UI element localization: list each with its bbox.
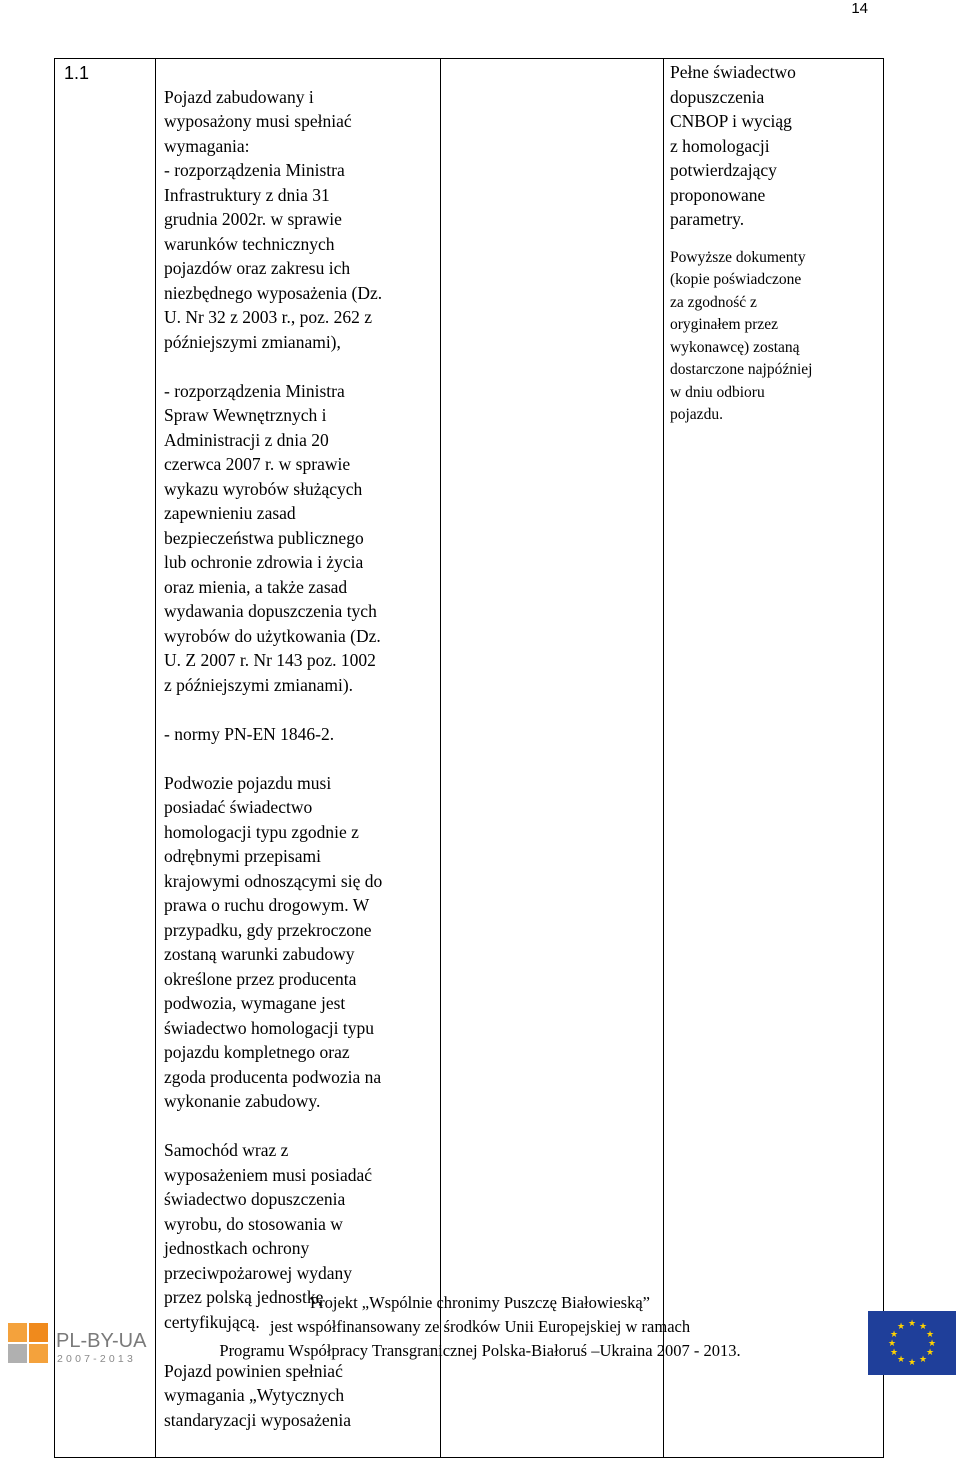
svg-text:★: ★ [925, 1330, 935, 1340]
row-number-cell [55, 59, 156, 1458]
svg-text:★: ★ [896, 1322, 906, 1332]
pl-by-ua-logo [6, 1322, 156, 1366]
logo-square-icon [8, 1344, 27, 1363]
empty-offer-cell [441, 59, 664, 1458]
svg-text:★: ★ [889, 1348, 899, 1358]
footer-funding-line: jest współfinansowany ze środków Unii Europejskiej w ramach [269, 1317, 691, 1336]
requirement-paragraph: Podwozie pojazdu musi posiadać świadectwo homologacji typu zgodnie z odrębnymi przepisami krajowymi odnoszącymi się do prawa o ruchu drogowym. W przypadku, gdy przekroczone zostaną warunki zabudowy określone przez producenta podwozia, wymagane jest świadectwo homologacji typu pojazdu kompletnego oraz zgoda producenta podwozia na wykonanie zabudowy. [164, 772, 383, 1111]
documents-note: Powyższe dokumenty (kopie poświadczone za zgodność z oryginałem przez wykonawcę) zostaną dostarczone najpóźniej w dniu odbioru pojazdu. [670, 248, 813, 423]
logo-text: PL-BY-UA [56, 1330, 147, 1352]
svg-text:★: ★ [907, 1358, 917, 1368]
svg-text:★: ★ [889, 1330, 899, 1340]
svg-text:★: ★ [887, 1339, 897, 1349]
eu-flag-icon [868, 1311, 956, 1375]
logo-years: 2007-2013 [57, 1353, 137, 1365]
table-row [55, 59, 884, 1458]
footer-programme-line: Programu Współpracy Transgranicznej Polska-Białoruś –Ukraina 2007 - 2013. [219, 1341, 741, 1360]
logo-square-icon [8, 1323, 27, 1342]
documents-cell [664, 59, 884, 1458]
logo-square-icon [29, 1344, 48, 1363]
specification-table [54, 58, 884, 1458]
svg-text:★: ★ [927, 1339, 937, 1349]
svg-text:★: ★ [896, 1355, 906, 1365]
svg-text:★: ★ [907, 1319, 917, 1329]
documents-text: Pełne świadectwo dopuszczenia CNBOP i wyciąg z homologacji potwierdzający proponowane parametry. [670, 62, 796, 229]
footer-project-title: Projekt „Wspólnie chronimy Puszczę Białowieską” [310, 1293, 650, 1312]
svg-text:★: ★ [918, 1322, 928, 1332]
page-number: 14 [851, 0, 868, 17]
requirement-paragraph: - rozporządzenia Ministra Spraw Wewnętrznych i Administracji z dnia 20 czerwca 2007 r. w sprawie wykazu wyrobów służących zapewnieniu zasad bezpieczeństwa publicznego lub ochronie zdrowia i życia oraz mienia, a także zasad wydawania dopuszczenia tych wyrobów do użytkowania (Dz. U. Z 2007 r. Nr 143 poz. 1002 z późniejszymi zmianami). [164, 380, 381, 695]
row-number: 1.1 [64, 63, 90, 83]
requirement-paragraph: Samochód wraz z wyposażeniem musi posiadać świadectwo dopuszczenia wyrobu, do stosowania w jednostkach ochrony przeciwpożarowej wydany przez polską jednostkę certyfikującą. [164, 1140, 373, 1332]
requirement-paragraph: Pojazd zabudowany i wyposażony musi spełniać wymagania: - rozporządzenia Ministra Infrastruktury z dnia 31 grudnia 2002r. w sprawie warunków technicznych pojazdów oraz zakresu ich niezbędnego wyposażenia (Dz. U. Nr 32 z 2003 r., poz. 262 z późniejszymi zmianami), [164, 86, 383, 352]
requirement-paragraph: - normy PN-EN 1846-2. [164, 723, 335, 744]
svg-text:★: ★ [925, 1348, 935, 1358]
svg-text:★: ★ [918, 1355, 928, 1365]
requirement-paragraph: Pojazd powinien spełniać wymagania „Wytycznych standaryzacji wyposażenia [164, 1360, 352, 1430]
requirements-cell [156, 59, 441, 1458]
logo-square-icon [29, 1323, 48, 1342]
